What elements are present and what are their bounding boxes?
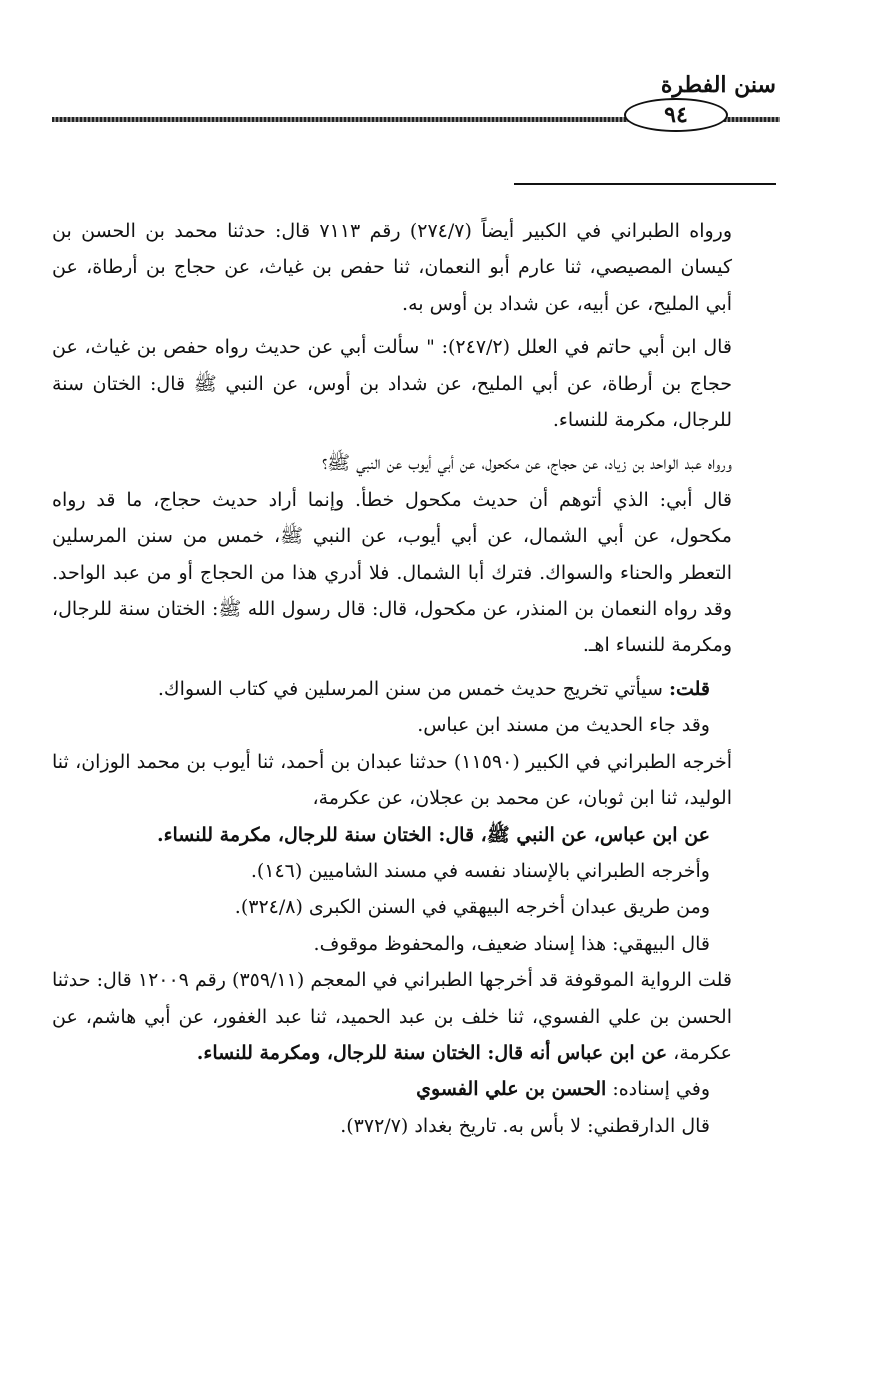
paragraph: ورواه الطبراني في الكبير أيضاً (٢٧٤/٧) رقم ٧١١٣ قال: حدثنا محمد بن الحسن بن كيسان المصيصي، ثنا عارم أبو النعمان، ثنا حفص بن غياث، عن حجاج بن أرطاة، عن أبي المليح، عن أبيه، عن شداد بن أوس به.	[52, 220, 732, 315]
page-number: ٩٤	[664, 102, 688, 128]
book-title: سنن الفطرة	[660, 72, 776, 98]
paragraph: ومن طريق عبدان أخرجه البيهقي في السنن الكبرى (٣٢٤/٨).	[234, 896, 710, 919]
page-body	[52, 213, 780, 1144]
paragraph: قلت: سيأتي تخريج حديث خمس من سنن المرسلين في كتاب السواك.	[157, 677, 710, 700]
page-header	[52, 70, 780, 130]
paragraph: قال الدارقطني: لا بأس به. تاريخ بغداد (٣٧٢/٧).	[340, 1114, 710, 1137]
paragraph: وفي إسناده: الحسن بن علي الفسوي	[416, 1078, 710, 1101]
paragraph: ورواه عبد الواحد بن زياد، عن حجاج، عن مكحول، عن أبي أيوب عن النبي ﷺ؟	[321, 452, 732, 475]
paragraph: قال البيهقي: هذا إسناد ضعيف، والمحفوظ موقوف.	[313, 932, 710, 955]
paragraph: قال ابن أبي حاتم في العلل (٢٤٧/٢): " سألت أبي عن حديث رواه حفص بن غياث، عن حجاج بن أرطاة، عن أبي المليح، عن شداد بن أوس، عن النبي ﷺ قال: الختان سنة للرجال، مكرمة للنساء.	[52, 336, 733, 432]
paragraph: وقد جاء الحديث من مسند ابن عباس.	[417, 714, 710, 737]
paragraph: قلت الرواية الموقوفة قد أخرجها الطبراني في المعجم (٣٥٩/١١) رقم ١٢٠٠٩ قال: حدثنا الحسن بن علي الفسوي، ثنا خلف بن عبد الحميد، ثنا عبد الغفور، عن أبي هاشم، عن عكرمة، عن ابن عباس أنه قال: الختان سنة للرجال، ومكرمة للنساء.	[52, 969, 732, 1064]
paragraph: وأخرجه الطبراني بالإسناد نفسه في مسند الشاميين (١٤٦).	[250, 859, 710, 882]
paragraph: أخرجه الطبراني في الكبير (١١٥٩٠) حدثنا عبدان بن أحمد، ثنا أيوب بن محمد الوزان، ثنا الوليد، ثنا ابن ثوبان، عن محمد بن عجلان، عن عكرمة،	[52, 750, 732, 810]
paragraph: قال أبي: الذي أتوهم أن حديث مكحول خطأ. وإنما أراد حديث حجاج، ما قد رواه مكحول، عن أبي الشمال، عن أبي أيوب، عن النبي ﷺ، خمس من سنن المرسلين التعطر والحناء والسواك. فترك أبا الشمال. فلا أدري هذا من الحجاج أو من عبد الواحد. وقد رواه النعمان بن المنذر، عن مكحول، قال: قال رسول الله ﷺ: الختان سنة للرجال، ومكرمة للنساء اهـ.	[52, 488, 732, 657]
separator-rule	[514, 183, 776, 185]
page-number-badge	[624, 98, 728, 132]
paragraph: عن ابن عباس، عن النبي ﷺ، قال: الختان سنة للرجال، مكرمة للنساء.	[156, 823, 710, 846]
